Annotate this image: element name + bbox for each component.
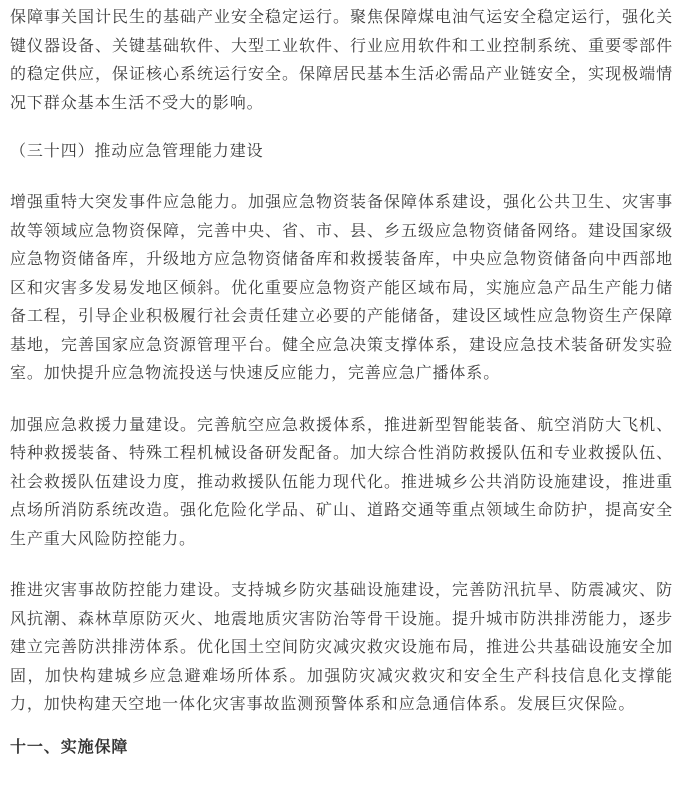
paragraph-emergency-capacity: 增强重特大突发事件应急能力。加强应急物资装备保障体系建设，强化公共卫生、灾害事故等领域应急物资保障，完善中央、省、市、县、乡五级应急物资储备网络。建设国家级应急物资储备库，升级地方应急物资储备库和救援装备库，中央应急物资储备向中西部地区和灾害多发易发地区倾斜。优化重要应急物资产能区域布局，实施应急产品生产能力储备工程，引导企业积极履行社会责任建立必要的产能储备，建设区域性应急物资生产保障基地，完善国家应急资源管理平台。健全应急决策支撑体系，建设应急技术装备研发实验室。加快提升应急物流投送与快速反应能力，完善应急广播体系。 xyxy=(10,192,673,382)
paragraph-intro: 保障事关国计民生的基础产业安全稳定运行。聚焦保障煤电油气运安全稳定运行，强化关键仪器设备、关键基础软件、大型工业软件、行业应用软件和工业控制系统、重要零部件的稳定供应，保证核心系统运行安全。保障居民基本生活必需品产业链安全，实现极端情况下群众基本生活不受大的影响。 xyxy=(10,7,673,112)
subheading-emergency-management: （三十四）推动应急管理能力建设 xyxy=(10,141,264,160)
paragraph-rescue-forces: 加强应急救援力量建设。完善航空应急救援体系，推进新型智能装备、航空消防大飞机、特种救援装备、特殊工程机械设备研发配备。加大综合性消防救援队伍和专业救援队伍、社会救援队伍建设力度，推动救援队伍能力现代化。推进城乡公共消防设施建设，推进重点场所消防系统改造。强化危险化学品、矿山、道路交通等重点领域生命防护，提高安全生产重大风险防控能力。 xyxy=(10,414,673,548)
section-heading-implementation: 十一、实施保障 xyxy=(10,736,129,756)
paragraph-disaster-prevention: 推进灾害事故防控能力建设。支持城乡防灾基础设施建设，完善防汛抗旱、防震减灾、防风抗潮、森林草原防灭火、地震地质灾害防治等骨干设施。提升城市防洪排涝能力，逐步建立完善防洪排涝体系。优化国土空间防灾减灾救灾设施布局，推进公共基础设施安全加固，加快构建城乡应急避难场所体系。加强防灾减灾救灾和安全生产科技信息化支撑能力，加快构建天空地一体化灾害事故监测预警体系和应急通信体系。发展巨灾保险。 xyxy=(10,580,673,713)
